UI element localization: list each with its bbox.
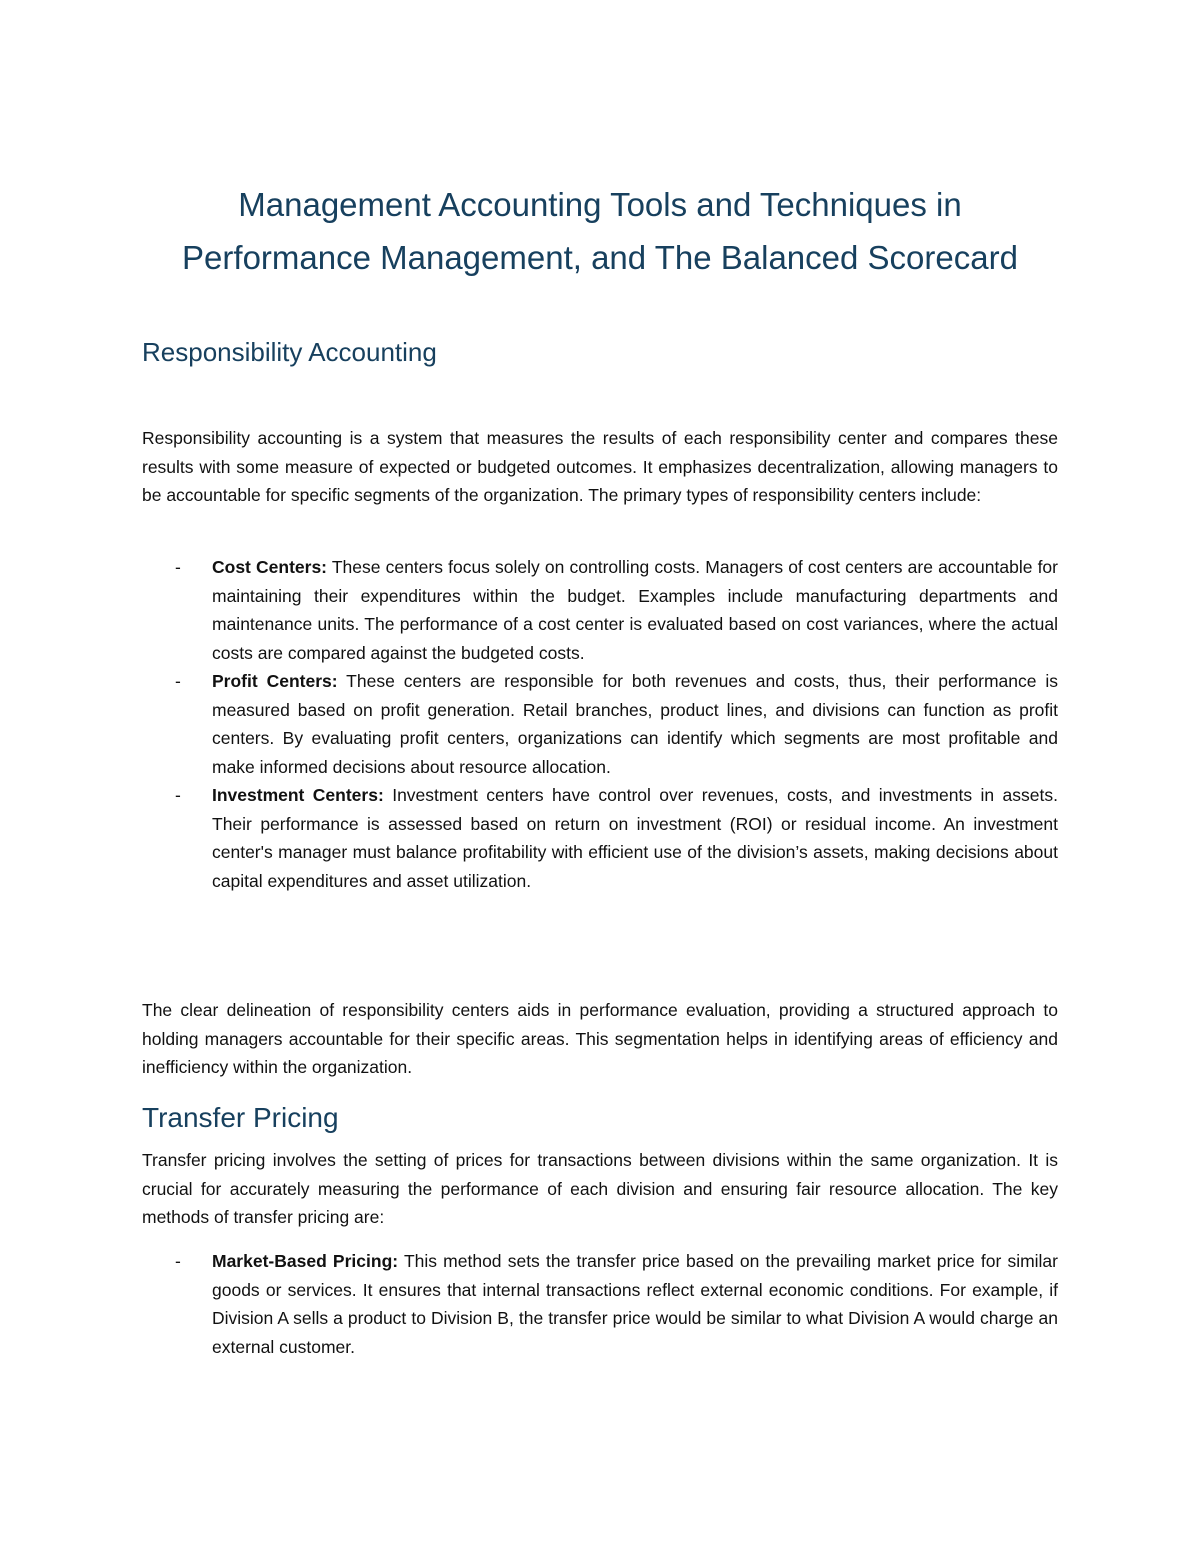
heading-responsibility-accounting: Responsibility Accounting — [142, 337, 437, 367]
list-term: Profit Centers: — [212, 671, 338, 691]
responsibility-closing-paragraph: The clear delineation of responsibility centers aids in performance evaluation, providing a structured approach to holding managers accountable for their specific areas. This segmentation helps in identifying areas of efficiency and inefficiency within the organization. — [142, 1000, 1058, 1077]
list-text: This method sets the transfer price based on the prevailing market price for similar goods or services. It ensures that internal transactions reflect external economic conditions. For example, if Division A sells a product to Division B, the transfer price would be similar to what Division A would charge an external customer. — [212, 1251, 1058, 1357]
list-term: Market-Based Pricing: — [212, 1251, 399, 1271]
list-bullet: - — [175, 671, 181, 691]
list-text: These centers focus solely on controlling costs. Managers of cost centers are accountable for maintaining their expenditures within the budget. Examples include manufacturing departments and maintenance units. The performance of a cost center is evaluated based on cost variances, where the actual costs are compared against the budgeted costs. — [212, 557, 1058, 663]
document-title — [142, 178, 1058, 284]
title-line-1: Management Accounting Tools and Techniques in — [238, 186, 962, 223]
list-item-profit-centers — [142, 667, 1058, 781]
list-term: Cost Centers: — [212, 557, 328, 577]
list-term: Investment Centers: — [212, 785, 384, 805]
list-item-market-based-pricing — [142, 1247, 1058, 1361]
title-line-2: Performance Management, and The Balanced Scorecard — [182, 239, 1018, 276]
heading-transfer-pricing: Transfer Pricing — [142, 1102, 339, 1133]
list-text: These centers are responsible for both revenues and costs, thus, their performance is measured based on profit generation. Retail branches, product lines, and divisions can function as profit centers. By evaluating profit centers, organizations can identify which segments are most profitable and make informed decisions about resource allocation. — [212, 671, 1059, 777]
list-bullet: - — [175, 785, 181, 805]
list-item-cost-centers — [142, 553, 1058, 667]
list-item-investment-centers — [142, 781, 1058, 895]
transfer-methods-list — [142, 1247, 1058, 1361]
list-text: Investment centers have control over revenues, costs, and investments in assets. Their performance is assessed based on return on investment (ROI) or residual income. An investment center's manager must balance profitability with efficient use of the division’s assets, making decisions about capital expenditures and asset utilization. — [212, 785, 1058, 891]
list-bullet: - — [175, 1251, 181, 1271]
responsibility-centers-list — [142, 553, 1058, 895]
list-bullet: - — [175, 557, 181, 577]
responsibility-intro-paragraph: Responsibility accounting is a system that measures the results of each responsibility center and compares these results with some measure of expected or budgeted outcomes. It emphasizes decentralization, allowing managers to be accountable for specific segments of the organization. The primary types of responsibility centers include: — [142, 428, 1058, 505]
transfer-intro-paragraph: Transfer pricing involves the setting of prices for transactions between divisions within the same organization. It is crucial for accurately measuring the performance of each division and ensuring fair resource allocation. The key methods of transfer pricing are: — [142, 1150, 1058, 1227]
